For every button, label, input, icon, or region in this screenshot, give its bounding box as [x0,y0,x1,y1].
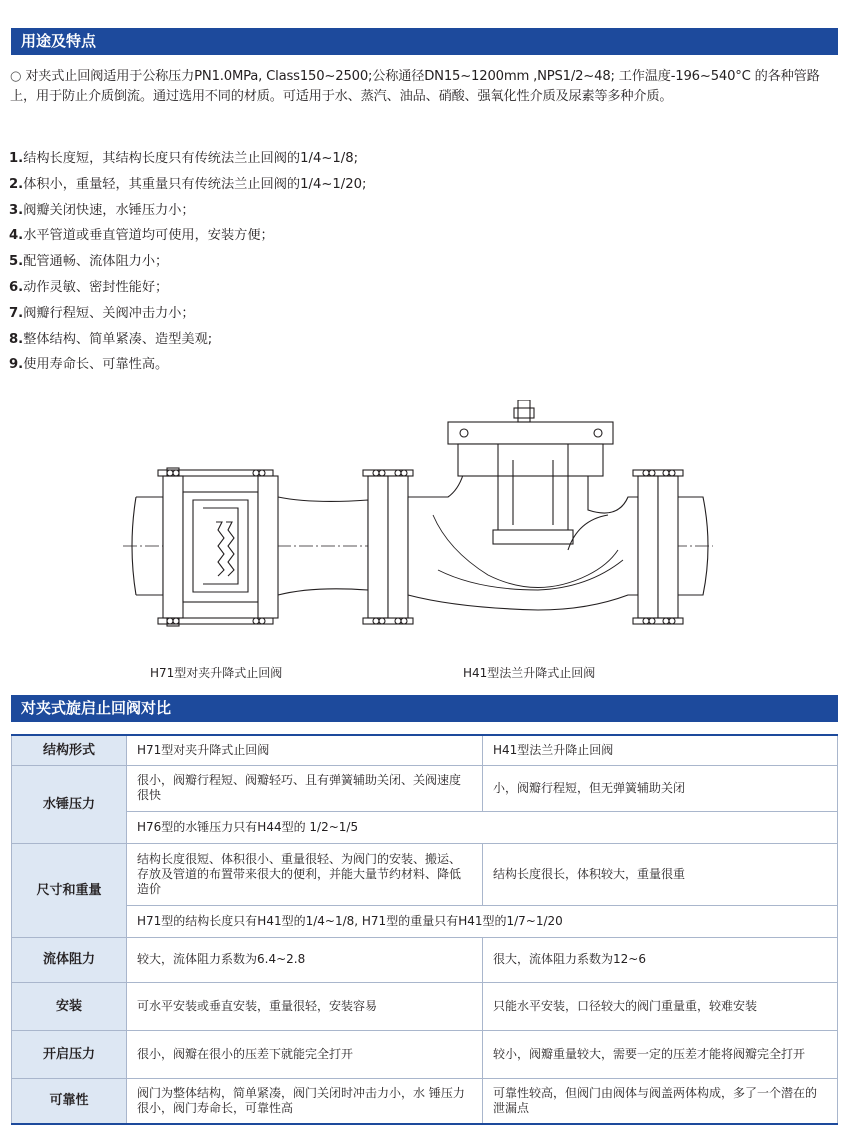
table-row [12,1078,838,1124]
caption-h41: H41型法兰升降式止回阀 [463,666,596,680]
intro-paragraph [10,67,840,107]
section-title: 对夹式旋启止回阀对比 [21,699,172,717]
list-item: 4.水平管道或垂直管道均可使用，安装方便； [9,228,274,244]
comparison-table [11,734,838,1125]
table-row [12,843,838,905]
row-header: 结构形式 [12,735,127,765]
table-cell: 较小，阀瓣重量较大，需要一定的压差才能将阀瓣完全打开 [483,1030,838,1078]
row-header: 水锤压力 [12,765,127,843]
table-cell: 较大，流体阻力系数为6.4~2.8 [127,937,483,982]
list-item: 7.阀瓣行程短、关阀冲击力小； [9,305,195,321]
table-row [12,905,838,937]
table-cell: 很小，阀瓣行程短、阀瓣轻巧、且有弹簧辅助关闭、关阀速度很快 [127,765,483,811]
feature-list [9,146,709,378]
section-title: 用途及特点 [21,32,97,50]
list-item: 1.结构长度短，其结构长度只有传统法兰止回阀的1/4~1/8; [9,151,359,166]
table-cell: 很大，流体阻力系数为12~6 [483,937,838,982]
row-header: 开启压力 [12,1030,127,1078]
valve-comparison-drawing [118,400,718,645]
row-header: 安装 [12,982,127,1030]
table-note: H71型的结构长度只有H41型的1/4~1/8, H71型的重量只有H41型的1/7~1/20 [127,905,838,937]
table-row [12,1030,838,1078]
table-row [12,937,838,982]
table-cell: 可靠性较高，但阀门由阀体与阀盖两体构成，多了一个潜在的泄漏点 [483,1078,838,1124]
table-cell: 可水平安装或垂直安装，重量很轻，安装容易 [127,982,483,1030]
list-item: 9.使用寿命长、可靠性高。 [9,357,169,373]
list-item: 6.动作灵敏、密封性能好； [9,279,169,295]
circle-bullet-icon: ○ [10,69,22,84]
table-row [12,811,838,843]
list-item: 2.体积小，重量轻，其重量只有传统法兰止回阀的1/4~1/20; [9,176,367,192]
section-header-comparison [11,695,838,722]
table-cell: H71型对夹升降式止回阀 [127,735,483,765]
row-header: 可靠性 [12,1078,127,1124]
table-cell: 结构长度很短、体积很小、重量很轻、为阀门的安装、搬运、存放及管道的布置带来很大的便利，并能大量节约材料、降低造价 [127,843,483,905]
intro-text: 对夹式止回阀适用于公称压力PN1.0MPa, Class150~2500;公称通径DN15~1200mm ,NPS1/2~48; 工作温度-196~540°C 的各种管路上，用于防止介质倒流。通过选用不同的材质。可适用于水、蒸汽、油品、硝酸、强氧化性介质及尿素等多种介质。 [10,69,820,104]
table-row [12,735,838,765]
table-cell: 很小，阀瓣在很小的压差下就能完全打开 [127,1030,483,1078]
table-cell: 结构长度很长，体积较大，重量很重 [483,843,838,905]
table-cell: 只能水平安装，口径较大的阀门重量重，较难安装 [483,982,838,1030]
list-item: 3.阀瓣关闭快速，水锤压力小； [9,202,195,218]
list-item: 8.整体结构、简单紧凑、造型美观; [9,331,213,347]
table-cell: H41型法兰升降止回阀 [483,735,838,765]
list-item: 5.配管通畅、流体阻力小； [9,254,169,270]
row-header: 尺寸和重量 [12,843,127,937]
table-cell: 阀门为整体结构，简单紧凑，阀门关闭时冲击力小，水 锤压力很小，阀门寿命长，可靠性高 [127,1078,483,1124]
caption-h71: H71型对夹升降式止回阀 [150,666,283,680]
table-row [12,765,838,811]
row-header: 流体阻力 [12,937,127,982]
section-header-usage [11,28,838,55]
table-cell: 小，阀瓣行程短，但无弹簧辅助关闭 [483,765,838,811]
table-row [12,982,838,1030]
table-note: H76型的水锤压力只有H44型的 1/2~1/5 [127,811,838,843]
